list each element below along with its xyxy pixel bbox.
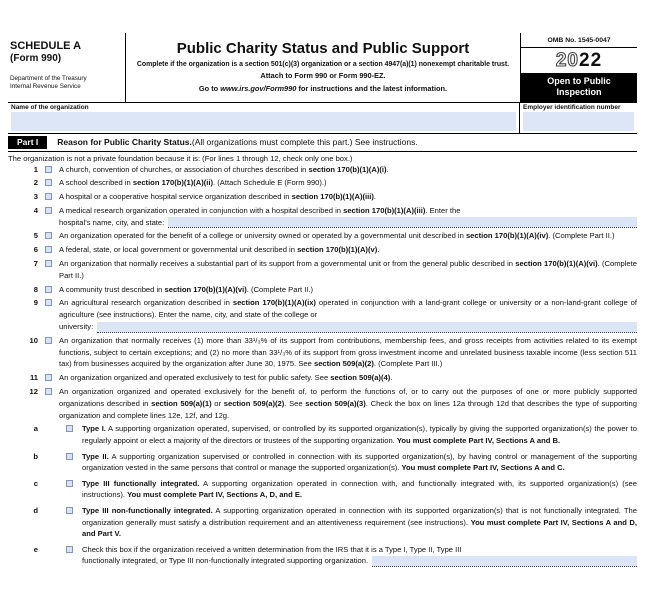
line-text-11	[59, 372, 637, 384]
text-segment: A supporting organization operated in connection with, and functionally integrated with, its supported organization(s) (see instructions).	[82, 478, 637, 500]
part1-label: Part I	[8, 136, 47, 149]
text-segment: . Enter the	[425, 205, 461, 215]
checkbox-line-11[interactable]	[45, 374, 52, 381]
line-number-c: c	[33, 478, 38, 488]
charity-line-10	[8, 335, 637, 370]
line-number-5: 5	[33, 231, 38, 241]
text-segment: . (Complete Part II.)	[246, 284, 314, 294]
text-segment: . (Complete Part II.)	[548, 231, 615, 241]
line-number-d: d	[33, 505, 38, 515]
bold-text-segment: section 170(b)(1)(A)(iii)	[291, 192, 374, 202]
text-segment: A federal, state, or local government or governmental unit described in	[59, 245, 298, 255]
goto-pre: Go to	[198, 84, 221, 93]
line-number-10: 10	[29, 335, 38, 345]
text-segment: hospital’s name, city, and state:	[59, 217, 165, 227]
text-segment: An organization organized and operated exclusively to test for public safety. See	[59, 373, 331, 383]
bold-text-segment: section 170(b)(1)(A)(vi)	[515, 259, 598, 269]
text-segment: A church, convention of churches, or association of churches described in	[59, 164, 309, 174]
line-paragraph	[59, 386, 637, 421]
attach-instruction: Attach to Form 990 or Form 990-EZ.	[260, 71, 386, 80]
text-segment: .	[390, 373, 393, 383]
line-text-4	[59, 205, 637, 229]
line-paragraph	[82, 505, 637, 540]
text-segment: A school described in	[59, 178, 133, 188]
text-segment: An organization organized and operated exclusively for the benefit of, to perform the functions of, or to carry out the purposes of one or more publicly supported organizations described in	[59, 387, 637, 408]
fill-row-label	[59, 217, 164, 229]
text-segment: A supporting organization supervised or controlled in connection with its supported organization(s), by having control or management of the supporting organization vested in the same persons that control or manage the supported organization(s).	[82, 451, 637, 473]
line-number-3: 3	[33, 192, 38, 202]
line-number-11: 11	[29, 373, 38, 383]
charity-line-e	[8, 544, 637, 568]
text-segment: An organization that normally receives a substantial part of its support from a governmental unit or from the general public described in	[59, 259, 516, 269]
text-segment: .	[386, 164, 389, 174]
department-line-1: Department of the Treasury	[10, 74, 87, 82]
ein-cell	[520, 103, 637, 133]
checkbox-line-b[interactable]	[66, 453, 73, 460]
bold-text-segment: You must complete Part IV, Sections A and C.	[401, 463, 565, 473]
line-paragraph	[59, 372, 637, 384]
form-identity-block	[8, 33, 126, 102]
fill-row-4	[59, 217, 637, 229]
part1-title-rest: (All organizations must complete this part.) See instructions.	[191, 137, 418, 147]
line-text-b	[82, 451, 637, 475]
text-segment: Check this box if the organization received a written determination from the IRS that it is a Type I, Type II, Type III	[82, 544, 462, 554]
checkbox-line-4[interactable]	[45, 207, 52, 214]
line-number-a: a	[33, 424, 38, 434]
line-number-4: 4	[33, 205, 38, 215]
checkbox-line-9[interactable]	[45, 299, 52, 306]
line-paragraph	[59, 177, 637, 189]
line-text-c	[82, 478, 637, 502]
irs-url: www.irs.gov/Form990	[220, 84, 297, 93]
text-segment: .	[373, 192, 376, 202]
checkbox-line-1[interactable]	[45, 166, 52, 173]
charity-line-7	[8, 258, 637, 282]
charity-line-12	[8, 386, 637, 421]
line-number-1: 1	[33, 164, 38, 174]
line-paragraph	[59, 335, 637, 370]
bold-text-segment: Type II.	[82, 451, 109, 461]
line-paragraph	[82, 544, 637, 556]
charity-line-d	[8, 505, 637, 540]
text-segment: operated in conjunction with a land-grant college or university or a non-land-grant college of agriculture (see instructions). Enter the name, city, and state of the college or	[59, 298, 638, 320]
line-paragraph	[59, 258, 637, 282]
charity-line-1	[8, 164, 637, 176]
bold-text-segment: section 170(b)(1)(A)(v)	[297, 245, 378, 255]
line-text-6	[59, 244, 637, 256]
organization-name-label: Name of the organization	[11, 103, 89, 111]
bold-text-segment: section 509(a)(2)	[313, 359, 374, 369]
line-number-12: 12	[29, 387, 38, 397]
charity-line-5	[8, 230, 637, 242]
text-input-line-e[interactable]	[372, 556, 637, 567]
fill-row-9	[59, 321, 637, 333]
fill-row-e	[82, 555, 637, 567]
line-text-10	[59, 335, 637, 370]
omb-number: OMB No. 1545-0047	[521, 33, 637, 48]
checkbox-line-5[interactable]	[45, 232, 52, 239]
line-text-3	[59, 191, 637, 203]
line-paragraph	[82, 451, 637, 475]
line-paragraph	[59, 284, 637, 296]
fill-row-label	[82, 555, 368, 567]
bold-text-segment: You must complete Part IV, Sections A and B.	[396, 436, 561, 446]
line-text-12	[59, 386, 637, 421]
bold-text-segment: section 170(b)(1)(A)(ix)	[232, 298, 316, 308]
department-line-2: Internal Revenue Service	[10, 82, 81, 90]
form-title: Public Charity Status and Public Support	[176, 40, 470, 57]
tax-year	[521, 48, 637, 73]
line-number-8: 8	[33, 284, 38, 294]
checkbox-line-3[interactable]	[45, 193, 52, 200]
line-paragraph	[59, 191, 637, 203]
text-segment: A supporting organization operated in connection with its supported organization(s) that is not functionally integrated. The organization generally must satisfy a distribution requirement and an attentiveness requirement (see instructions).	[82, 505, 637, 527]
identity-row	[8, 103, 637, 134]
goto-instruction	[132, 84, 514, 93]
checkbox-line-a[interactable]	[66, 425, 73, 432]
ein-label: Employer identification number	[523, 103, 621, 111]
charity-line-b	[8, 451, 637, 475]
year-bold-part: 22	[579, 50, 603, 71]
charity-line-c	[8, 478, 637, 502]
form-title-block	[126, 33, 520, 102]
text-segment: functionally integrated, or Type III non-functionally integrated supporting organization.	[82, 556, 369, 566]
text-input-line-9[interactable]	[97, 322, 637, 333]
line-number-7: 7	[33, 259, 38, 269]
line-paragraph	[59, 164, 637, 176]
bold-text-segment: section 509(a)(4)	[330, 373, 391, 383]
checkbox-line-8[interactable]	[45, 286, 52, 293]
fill-row-label	[59, 321, 93, 333]
part1-title: Reason for Public Charity Status.	[57, 137, 192, 147]
text-segment: A supporting organization operated, supervised, or controlled by its supported organization(s), typically by giving the supported organization(s) the power to regularly appoint or elect a majority of the directors or trustees of the supporting organization.	[82, 424, 637, 446]
bold-text-segment: You must complete Part IV, Sections A, D, and E.	[127, 490, 302, 500]
form-header	[8, 33, 637, 103]
charity-line-9	[8, 297, 637, 332]
text-segment: . (Complete Part II.)	[59, 259, 637, 280]
bold-text-segment: You must complete Part IV, Sections A and D, and Part V.	[82, 517, 637, 539]
omb-year-block	[520, 33, 637, 102]
line-paragraph	[82, 423, 637, 447]
charity-line-4	[8, 205, 637, 229]
bold-text-segment: section 170(b)(1)(A)(iv)	[465, 231, 549, 241]
line-number-e: e	[33, 544, 38, 554]
line-text-e	[82, 544, 637, 568]
line-paragraph	[59, 230, 637, 242]
line-text-1	[59, 164, 637, 176]
checkbox-line-10[interactable]	[45, 337, 52, 344]
line-text-8	[59, 284, 637, 296]
text-segment: .	[377, 245, 380, 255]
bold-text-segment: section 170(b)(1)(A)(i)	[308, 164, 387, 174]
year-outline-part: 20	[555, 50, 579, 71]
schedule-name: SCHEDULE A	[10, 40, 82, 52]
bold-text-segment: Type III functionally integrated.	[82, 478, 200, 488]
text-segment: . Check the box on lines 12a through 12d that describes the type of supporting organization and complete lines 12e, 12f, and 12g.	[59, 398, 637, 420]
checkbox-line-e[interactable]	[66, 546, 73, 553]
line-text-2	[59, 177, 637, 189]
charity-line-3	[8, 191, 637, 203]
checkbox-line-7[interactable]	[45, 260, 52, 267]
line-text-5	[59, 230, 637, 242]
bold-text-segment: Type III non-functionally integrated.	[82, 505, 213, 515]
part1-header-bar	[8, 134, 637, 152]
text-segment: or	[211, 398, 224, 408]
line-number-6: 6	[33, 245, 38, 255]
ein-input[interactable]	[523, 112, 634, 131]
open-to-public-badge	[521, 73, 637, 102]
bold-text-segment: section 170(b)(1)(A)(ii)	[132, 178, 214, 188]
text-segment: An organization that normally receives (1) more than 33¹/₃% of its support from contributions, membership fees, and gross receipts from activities related to its exempt functions, subject to certain exceptions; and (2) no more than 33¹/₃% of its support from gross investment income and unrelated business taxable income (less section 511 tax) from businesses acquired by the organization after June 30, 1975. See	[59, 335, 637, 369]
text-segment: An agricultural research organization described in	[59, 298, 233, 308]
checkbox-line-c[interactable]	[66, 480, 73, 487]
text-segment: A community trust described in	[59, 284, 165, 294]
charity-status-lines	[8, 164, 637, 568]
line-paragraph	[59, 244, 637, 256]
line-paragraph	[59, 205, 637, 217]
bold-text-segment: section 170(b)(1)(A)(iii)	[343, 205, 426, 215]
line-number-b: b	[33, 451, 38, 461]
charity-line-a	[8, 423, 637, 447]
charity-line-6	[8, 244, 637, 256]
organization-name-input[interactable]	[11, 112, 516, 131]
line-text-a	[82, 423, 637, 447]
form-subtitle: Complete if the organization is a section 501(c)(3) organization or a section 4947(a)(1) nonexempt charitable trust.	[136, 61, 510, 68]
line-text-7	[59, 258, 637, 282]
bold-text-segment: section 509(a)(1)	[151, 398, 212, 408]
text-segment: A hospital or a cooperative hospital service organization described in	[59, 192, 292, 202]
open-line-1: Open to Public	[547, 76, 611, 86]
checkbox-line-6[interactable]	[45, 246, 52, 253]
line-text-d	[82, 505, 637, 540]
open-line-2: Inspection	[556, 87, 602, 98]
part1-intro: The organization is not a private foundation because it is: (For lines 1 through 12, check only one box.)	[8, 153, 353, 163]
text-segment: . See	[284, 398, 306, 408]
checkbox-line-12[interactable]	[45, 388, 52, 395]
bold-text-segment: Type I.	[82, 424, 106, 434]
text-segment: An organization operated for the benefit of a college or university owned or operated by a governmental unit described in	[59, 231, 466, 241]
bold-text-segment: section 509(a)(3)	[305, 398, 366, 408]
checkbox-line-d[interactable]	[66, 507, 73, 514]
charity-line-8	[8, 284, 637, 296]
form-number: (Form 990)	[10, 52, 62, 64]
department-lines	[10, 75, 123, 91]
text-segment: university:	[59, 322, 94, 332]
line-text-9	[59, 297, 637, 332]
charity-line-2	[8, 177, 637, 189]
line-paragraph	[59, 297, 637, 321]
line-paragraph	[82, 478, 637, 502]
goto-post: for instructions and the latest information.	[296, 84, 448, 93]
checkbox-line-2[interactable]	[45, 179, 52, 186]
text-segment: A medical research organization operated in conjunction with a hospital described in	[59, 205, 344, 215]
line-number-9: 9	[33, 298, 38, 308]
charity-line-11	[8, 372, 637, 384]
bold-text-segment: section 170(b)(1)(A)(vi)	[164, 284, 247, 294]
line-number-2: 2	[33, 178, 38, 188]
text-input-line-4[interactable]	[168, 217, 637, 228]
text-segment: . (Attach Schedule E (Form 990).)	[213, 178, 327, 188]
organization-name-cell	[8, 103, 520, 133]
text-segment: . (Complete Part III.)	[373, 359, 443, 369]
bold-text-segment: section 509(a)(2)	[223, 398, 285, 408]
